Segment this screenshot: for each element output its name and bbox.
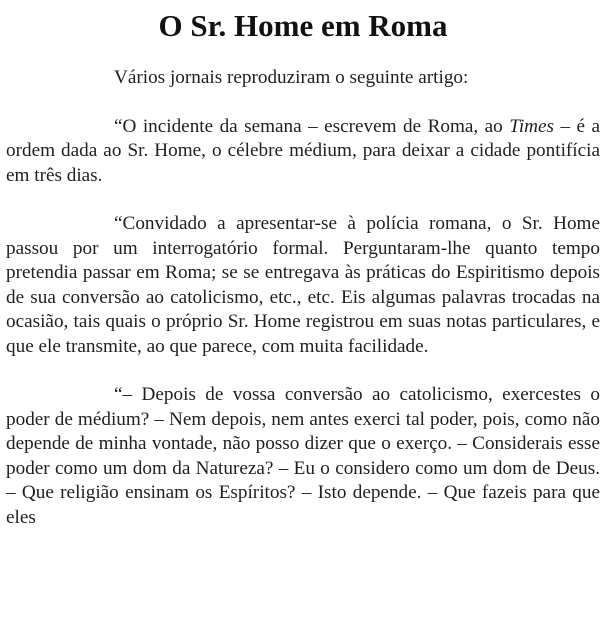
document-page xyxy=(6,0,600,530)
paragraph-1-text-end: – é a ordem dada ao Sr. Home, o célebre médium, para deixar a cidade pontifícia em três dias. xyxy=(6,115,600,186)
paragraph-3: “– Depois de vossa conversão ao catolicismo, exercestes o poder de médium? – Nem depois, nem antes exerci tal poder, pois, como não depende de minha vontade, não posso dizer que o exerço. – Considerais esse poder como um dom da Natureza? – Eu o considero como um dom de Deus. – Que religião ensinam os Espíritos? – Isto depende. – Que fazeis para que eles xyxy=(6,384,600,528)
article-title: O Sr. Home em Roma xyxy=(158,8,448,43)
intro-line: Vários jornais reproduziram o seguinte artigo: xyxy=(114,67,469,88)
paragraph-2: “Convidado a apresentar-se à polícia romana, o Sr. Home passou por um interrogatório formal. Perguntaram-lhe quanto tempo pretendia passar em Roma; se se entregava às práticas do Espiritismo depois de sua conversão ao catolicismo, etc., etc. Eis algumas palavras trocadas na ocasião, tais quais o próprio Sr. Home registrou em suas notas particulares, e que ele transmite, ao que parece, com muita facilidade. xyxy=(6,213,600,357)
paragraph-1-text-start: “O incidente da semana – escrevem de Roma, ao xyxy=(114,115,510,137)
paragraph-1 xyxy=(6,115,600,189)
newspaper-name: Times xyxy=(509,115,555,137)
